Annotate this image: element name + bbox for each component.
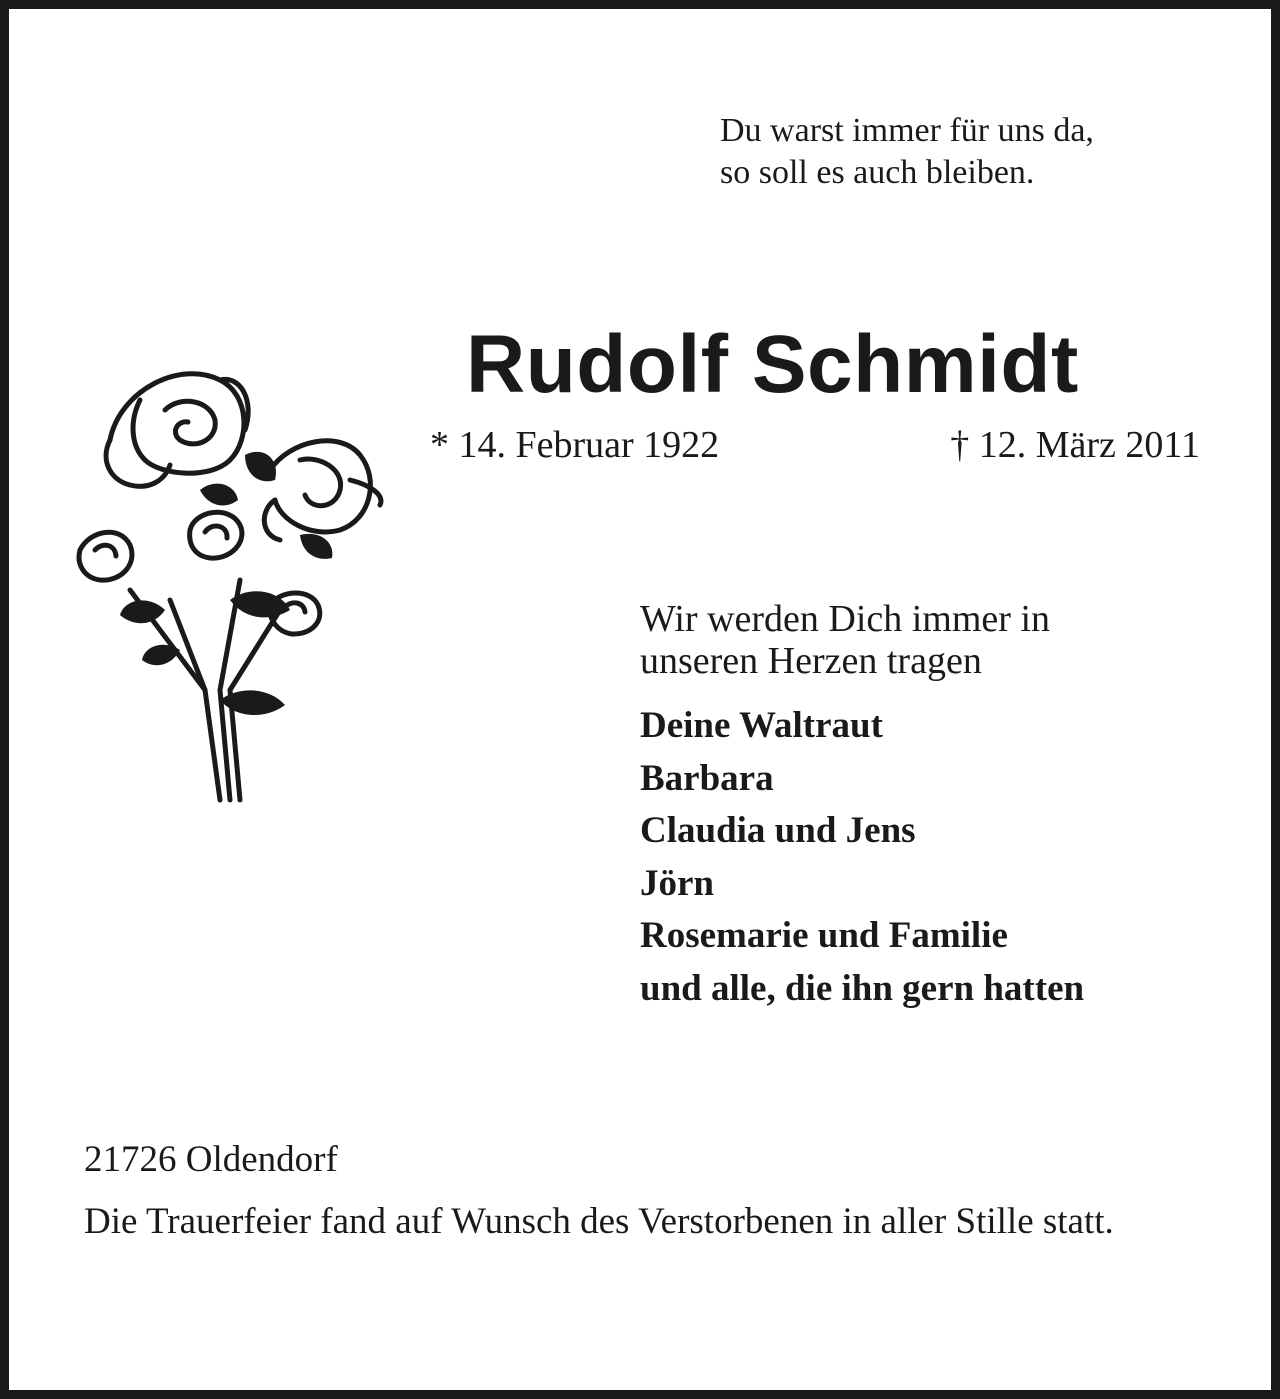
birth-date: * 14. Februar 1922 — [430, 424, 720, 466]
sentiment-line: unseren Herzen tragen — [640, 640, 982, 682]
death-date: † 12. März 2011 — [950, 424, 1200, 466]
sentiment-line: Wir werden Dich immer in — [640, 598, 1051, 640]
motto-line: Du warst immer für uns da, — [720, 112, 1094, 149]
mourner-name: Jörn — [640, 862, 714, 904]
deceased-name: Rudolf Schmidt — [466, 319, 1079, 410]
sentiment-text — [640, 598, 1050, 682]
motto-line: so soll es auch bleiben. — [720, 154, 1035, 191]
mourner-name: Claudia und Jens — [640, 810, 916, 851]
funeral-notice: Die Trauerfeier fand auf Wunsch des Verstorbenen in aller Stille statt. — [84, 1201, 1114, 1242]
life-dates — [430, 423, 1200, 467]
motto-quote — [720, 110, 1094, 194]
mourner-name: Rosemarie und Familie — [640, 915, 1008, 956]
mourner-name: Deine Waltraut — [640, 705, 883, 746]
mourners-list — [640, 700, 1084, 1015]
mourner-name: Barbara — [640, 757, 774, 799]
roses-bouquet-icon — [70, 360, 390, 810]
mourner-name: und alle, die ihn gern hatten — [640, 967, 1085, 1009]
place-line: 21726 Oldendorf — [84, 1139, 338, 1180]
